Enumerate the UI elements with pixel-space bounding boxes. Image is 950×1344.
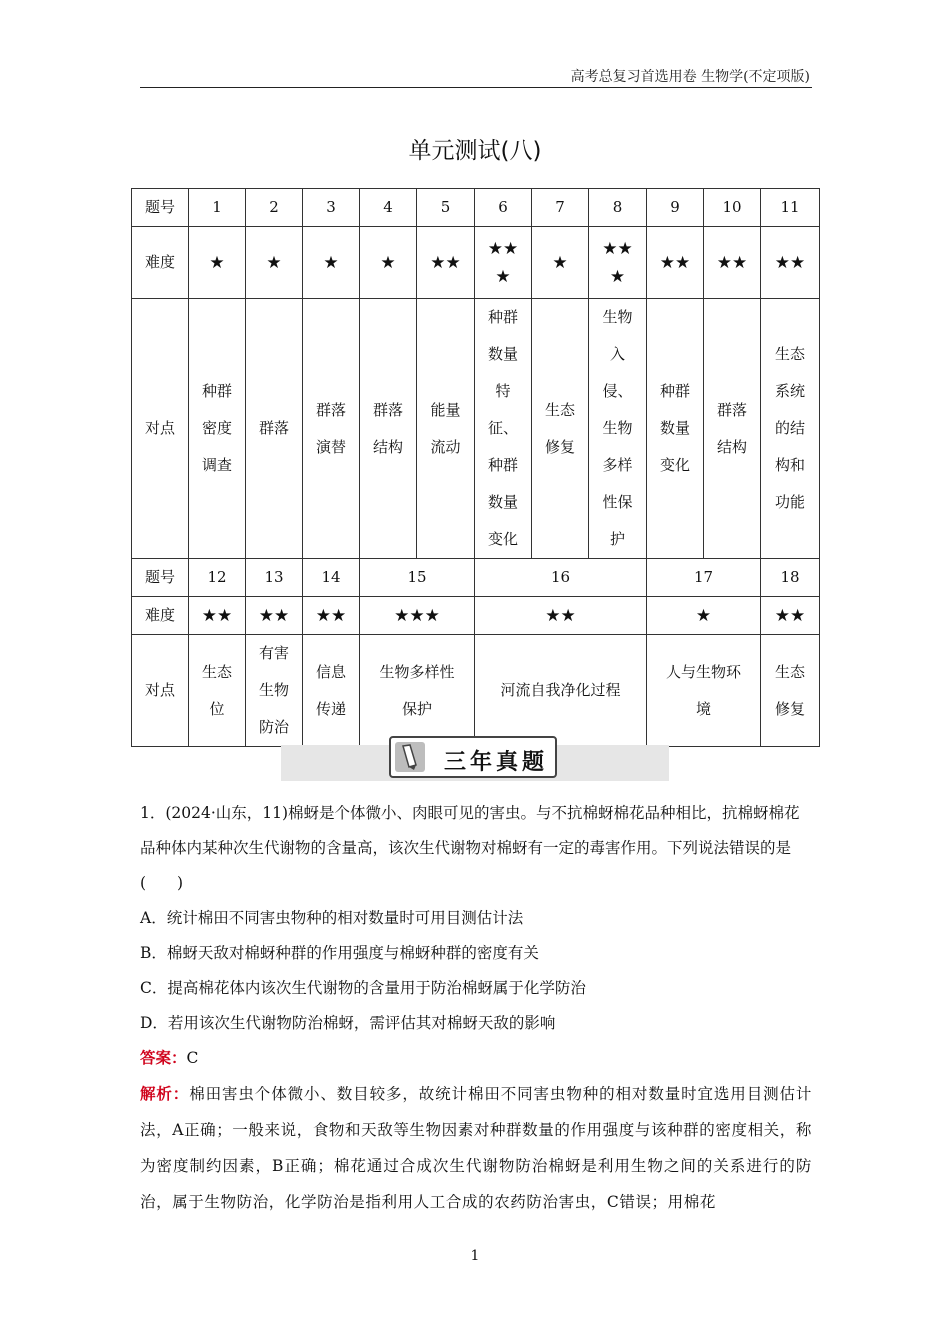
table-cell: 人与生物环 境	[647, 635, 761, 747]
table-cell: ★★	[246, 597, 303, 635]
table-cell: 群落 结构	[360, 299, 417, 559]
table-cell: 信息 传递	[303, 635, 360, 747]
page-number: 1	[470, 1248, 480, 1264]
table-row-points-top	[132, 299, 820, 559]
table-row-difficulty-top	[132, 227, 820, 299]
table-cell: 有害 生物 防治	[246, 635, 303, 747]
table-cell: ★	[246, 227, 303, 299]
table-cell: 生态 修复	[532, 299, 589, 559]
table-cell: ★★	[475, 597, 647, 635]
table-cell: ★	[532, 227, 589, 299]
question-stem: 1．(2024·山东，11)棉蚜是个体微小、肉眼可见的害虫。与不抗棉蚜棉花品种相比，抗棉蚜棉花品种体内某种次生代谢物的含量高，该次生代谢物对棉蚜有一定的毒害作用。下列说法错误的是( )	[140, 804, 800, 892]
table-cell: 4	[360, 189, 417, 227]
analysis-paragraph	[140, 1076, 812, 1220]
table-cell: 群落 结构	[704, 299, 761, 559]
table-cell: 群落 演替	[303, 299, 360, 559]
table-cell: 7	[532, 189, 589, 227]
table-cell: 2	[246, 189, 303, 227]
table-cell: ★★★	[360, 597, 475, 635]
analysis-text: 棉田害虫个体微小、数目较多，故统计棉田不同害虫物种的相对数量时宜选用目测估计法，A正确；一般来说，食物和天敌等生物因素对种群数量的作用强度与该种群的密度相关，称为密度制约因素，B正确；棉花通过合成次生代谢物防治棉蚜是利用生物之间的关系进行的防治，属于生物防治，化学防治是指利用人工合成的农药防治害虫，C错误；用棉花	[140, 1085, 812, 1211]
table-cell: ★★ ★	[475, 227, 532, 299]
option-b: B．棉蚜天敌对棉蚜种群的作用强度与棉蚜种群的密度有关	[140, 944, 539, 962]
table-row-numbers-top	[132, 189, 820, 227]
table-row-numbers-bottom	[132, 559, 820, 597]
table-row-difficulty-bottom	[132, 597, 820, 635]
table-cell: 16	[475, 559, 647, 597]
difficulty-table	[131, 188, 820, 747]
table-cell: ★★	[647, 227, 704, 299]
table-cell: 种群 密度 调查	[189, 299, 246, 559]
option-a: A．统计棉田不同害虫物种的相对数量时可用目测估计法	[140, 909, 524, 927]
table-cell: 能量 流动	[417, 299, 475, 559]
label-question-number: 题号	[132, 189, 189, 227]
table-cell: 生态 修复	[761, 635, 820, 747]
table-cell: 14	[303, 559, 360, 597]
pencil-icon	[392, 739, 428, 775]
table-cell: ★★	[303, 597, 360, 635]
table-cell: 9	[647, 189, 704, 227]
label-question-number: 题号	[132, 559, 189, 597]
running-header: 高考总复习首选用卷 生物学(不定项版)	[570, 69, 810, 85]
table-cell: 3	[303, 189, 360, 227]
table-cell: 10	[704, 189, 761, 227]
table-cell: 15	[360, 559, 475, 597]
analysis-label: 解析：	[140, 1085, 190, 1103]
table-row-points-bottom	[132, 635, 820, 747]
table-cell: 6	[475, 189, 532, 227]
label-difficulty: 难度	[132, 227, 189, 299]
table-cell: 群落	[246, 299, 303, 559]
label-difficulty: 难度	[132, 597, 189, 635]
table-cell: ★★	[417, 227, 475, 299]
label-knowledge-point: 对点	[132, 635, 189, 747]
table-cell: 17	[647, 559, 761, 597]
table-cell: ★	[189, 227, 246, 299]
table-cell: 11	[761, 189, 820, 227]
answer-value: C	[186, 1049, 199, 1067]
answer-label: 答案：	[140, 1049, 187, 1067]
table-cell: 18	[761, 559, 820, 597]
header-rule	[140, 87, 812, 88]
table-cell: ★★	[704, 227, 761, 299]
table-cell: 8	[589, 189, 647, 227]
table-cell: ★	[360, 227, 417, 299]
page-title: 单元测试(八)	[408, 138, 542, 164]
table-cell: 种群 数量 变化	[647, 299, 704, 559]
option-c: C．提高棉花体内该次生代谢物的含量用于防治棉蚜属于化学防治	[140, 979, 586, 997]
table-cell: 生态 系统 的结 构和 功能	[761, 299, 820, 559]
question-block	[140, 796, 812, 1220]
table-cell: ★	[303, 227, 360, 299]
table-cell: 种群 数量 特 征、 种群 数量 变化	[475, 299, 532, 559]
table-cell: 13	[246, 559, 303, 597]
table-cell: 1	[189, 189, 246, 227]
table-cell: ★★	[761, 227, 820, 299]
table-cell: ★	[647, 597, 761, 635]
table-cell: 生态 位	[189, 635, 246, 747]
label-knowledge-point: 对点	[132, 299, 189, 559]
table-cell: ★★	[189, 597, 246, 635]
table-cell: ★★ ★	[589, 227, 647, 299]
table-cell: 生物多样性 保护	[360, 635, 475, 747]
answer-line	[140, 1041, 812, 1076]
table-cell: 12	[189, 559, 246, 597]
table-cell: 河流自我净化过程	[475, 635, 647, 747]
table-cell: 生物 入 侵、 生物 多样 性保 护	[589, 299, 647, 559]
section-banner-label: 三年真题	[444, 750, 549, 775]
table-cell: ★★	[761, 597, 820, 635]
option-d: D．若用该次生代谢物防治棉蚜，需评估其对棉蚜天敌的影响	[140, 1014, 556, 1032]
table-cell: 5	[417, 189, 475, 227]
